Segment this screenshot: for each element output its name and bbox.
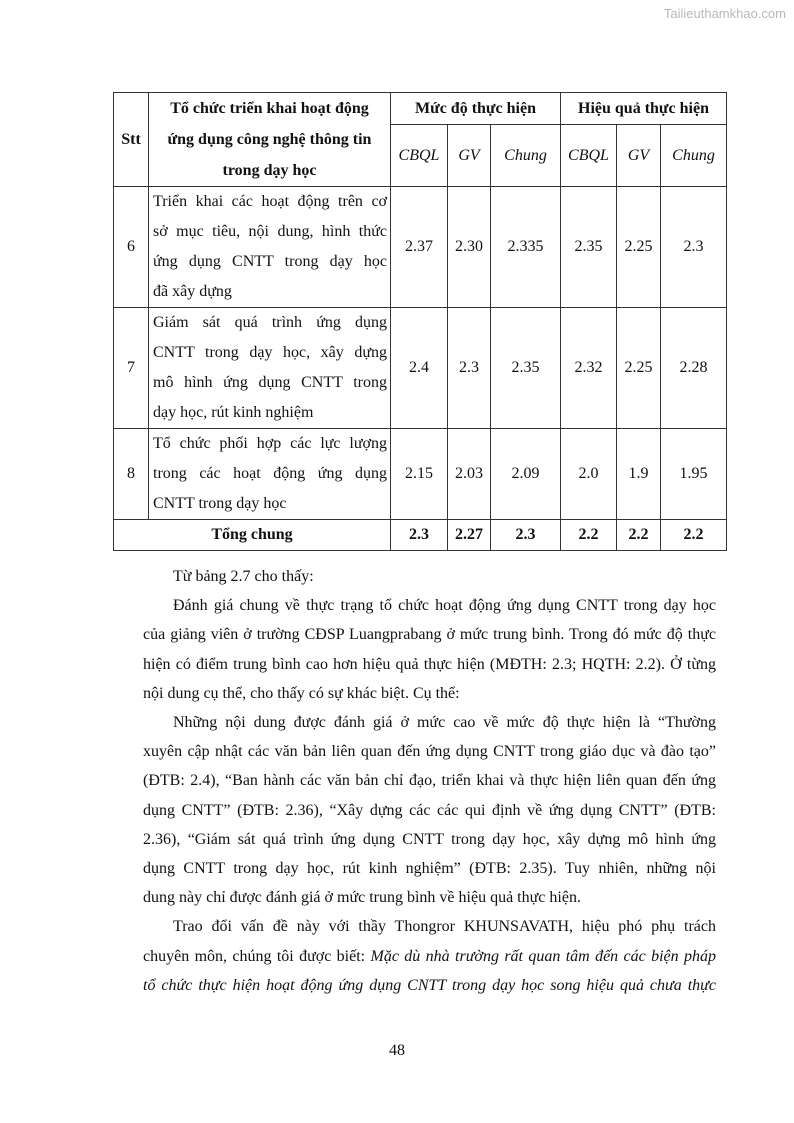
total-row (114, 520, 727, 551)
text-line: 2.36), “Giám sát quá trình ứng dụng CNTT trong dạy học, xây dựng mô hình ứng (143, 830, 716, 848)
content-line: đã xây dựng (153, 283, 232, 300)
header-group-effectiveness: Hiệu quả thực hiện (561, 93, 727, 125)
body-text (143, 562, 716, 1000)
content-line: Giám sát quá trình ứng dụng (153, 314, 387, 331)
cell-value: 2.15 (391, 429, 448, 520)
cell-value: 2.4 (391, 308, 448, 429)
text-line: dụng CNTT” (ĐTB: 2.36), “Xây dựng các các qui định về ứng dụng CNTT” (ĐTB: (143, 801, 716, 819)
cell-value: 2.35 (491, 308, 561, 429)
page-number: 48 (389, 1042, 405, 1059)
text-line: hiện có điểm trung bình cao hơn hiệu quả thực hiện (MĐTH: 2.3; HQTH: 2.2). Ở từng (143, 655, 716, 673)
cell-value: 1.9 (617, 429, 661, 520)
text-line (143, 971, 716, 1000)
content-line: ứng dụng CNTT trong dạy học (153, 253, 387, 270)
watermark: Tailieuthamkhao.com (663, 6, 786, 21)
table-row (114, 308, 727, 429)
content-line: Tổ chức phối hợp các lực lượng (153, 435, 387, 452)
cell-value: 2.3 (448, 308, 491, 429)
row-content (149, 429, 391, 520)
cell-value: 2.3 (661, 187, 727, 308)
header-sub: GV (448, 125, 491, 187)
text-line: dụng CNTT trong dạy học, rút kinh nghiệm” (ĐTB: 2.35). Tuy nhiên, những nội (143, 860, 716, 878)
text-plain: chuyên môn, chúng tôi được biết: (143, 947, 371, 965)
header-sub: CBQL (391, 125, 448, 187)
row-stt: 6 (114, 187, 149, 308)
total-label: Tổng chung (114, 520, 391, 551)
content-line: dạy học, rút kinh nghiệm (153, 404, 314, 421)
content-line: Triển khai các hoạt động trên cơ (153, 193, 387, 210)
text-line: nội dung cụ thể, cho thấy có sự khác biệt. Cụ thể: (143, 684, 460, 702)
header-content-line: Tổ chức triển khai hoạt động (170, 100, 369, 117)
total-value: 2.27 (448, 520, 491, 551)
cell-value: 2.28 (661, 308, 727, 429)
paragraph (143, 591, 716, 708)
cell-value: 2.0 (561, 429, 617, 520)
content-line: CNTT trong dạy học (153, 495, 287, 512)
header-sub: CBQL (561, 125, 617, 187)
text-line: xuyên cập nhật các văn bản liên quan đến ứng dụng CNTT trong giáo dục và đào tạo” (143, 743, 716, 761)
content-line: sở mục tiêu, nội dung, hình thức (153, 223, 387, 240)
content-line: CNTT trong dạy học, xây dựng (153, 344, 387, 361)
text-line: của giảng viên ở trường CĐSP Luangprabang ở mức trung bình. Trong đó mức độ thực (143, 626, 716, 644)
quote-italic: tổ chức thực hiện hoạt động ứng dụng CNTT trong dạy học song hiệu quả chưa thực (143, 976, 716, 994)
paragraph (143, 912, 716, 1000)
row-content (149, 308, 391, 429)
evaluation-table (113, 92, 727, 551)
table-row (114, 187, 727, 308)
cell-value: 2.03 (448, 429, 491, 520)
paragraph (143, 562, 716, 591)
header-content (149, 93, 391, 187)
text-line: (ĐTB: 2.4), “Ban hành các văn bản chỉ đạo, triển khai và thực hiện liên quan đến ứng (143, 772, 716, 790)
total-value: 2.2 (617, 520, 661, 551)
cell-value: 2.30 (448, 187, 491, 308)
text-line (143, 942, 716, 971)
content-line: mô hình ứng dụng CNTT trong (153, 374, 387, 391)
cell-value: 2.35 (561, 187, 617, 308)
quote-italic: Mặc dù nhà trường rất quan tâm đến các biện pháp (370, 947, 717, 965)
text-line: Những nội dung được đánh giá ở mức cao về mức độ thực hiện là “Thường (173, 714, 716, 732)
cell-value: 2.25 (617, 187, 661, 308)
cell-value: 2.335 (491, 187, 561, 308)
paragraph (143, 708, 716, 912)
header-stt: Stt (114, 93, 149, 187)
total-value: 2.2 (561, 520, 617, 551)
table-row (114, 429, 727, 520)
cell-value: 2.37 (391, 187, 448, 308)
cell-value: 2.25 (617, 308, 661, 429)
total-value: 2.3 (491, 520, 561, 551)
header-group-implementation-level: Mức độ thực hiện (391, 93, 561, 125)
text-line: Từ bảng 2.7 cho thấy: (173, 568, 314, 585)
header-sub: Chung (661, 125, 727, 187)
cell-value: 2.09 (491, 429, 561, 520)
content-line: trong các hoạt động ứng dụng (153, 465, 387, 482)
text-line: dung này chỉ được đánh giá ở mức trung bình về hiệu quả thực hiện. (143, 889, 581, 907)
text-line: Đánh giá chung về thực trạng tổ chức hoạt động ứng dụng CNTT trong dạy học (173, 597, 716, 615)
row-stt: 7 (114, 308, 149, 429)
row-content (149, 187, 391, 308)
cell-value: 1.95 (661, 429, 727, 520)
total-value: 2.3 (391, 520, 448, 551)
row-stt: 8 (114, 429, 149, 520)
text-line: Trao đổi vấn đề này với thầy Thongror KHUNSAVATH, hiệu phó phụ trách (173, 918, 716, 936)
header-sub: Chung (491, 125, 561, 187)
header-content-line: trong dạy học (222, 162, 317, 179)
cell-value: 2.32 (561, 308, 617, 429)
total-value: 2.2 (661, 520, 727, 551)
header-content-line: ứng dụng công nghệ thông tin (167, 131, 372, 148)
header-sub: GV (617, 125, 661, 187)
